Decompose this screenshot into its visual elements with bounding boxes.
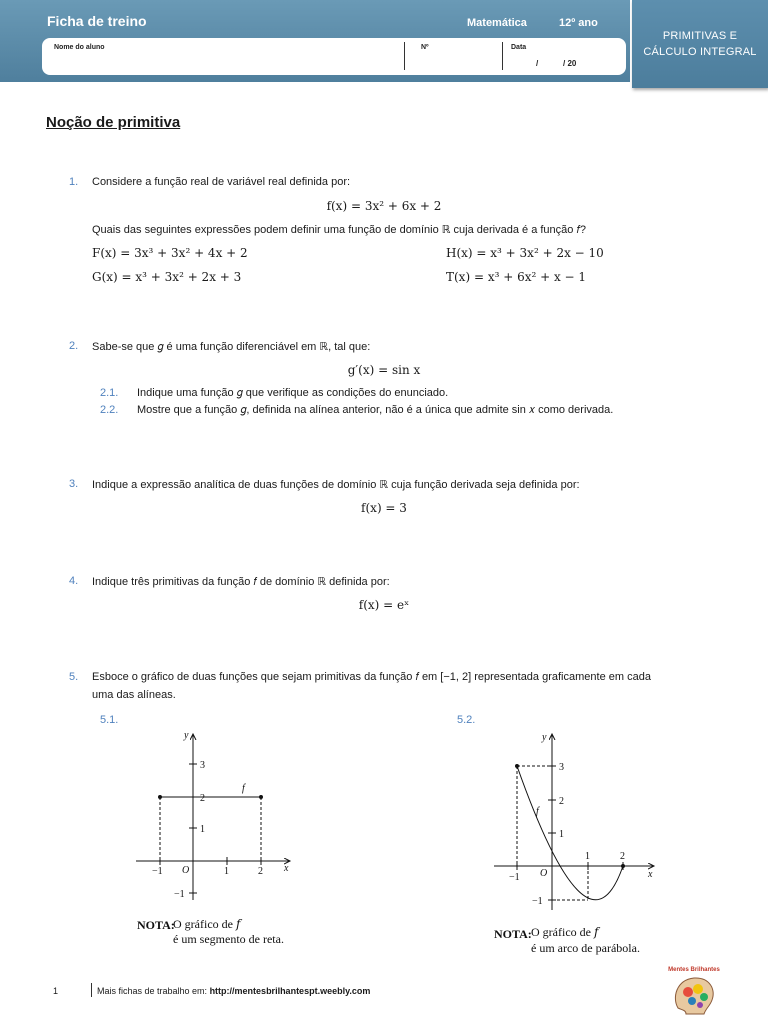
footer-label: Mais fichas de trabalho em: [97, 986, 210, 996]
origin-label: O [182, 865, 190, 876]
nota-text: O gráfico de 𝑓 [531, 925, 599, 939]
subquestion-text: Indique uma função 𝑔 que verifique as condições do enunciado. [137, 387, 449, 399]
student-name-label: Nome do aluno [54, 44, 105, 51]
tick-label: 2 [200, 793, 205, 804]
mentes-brilhantes-logo [664, 962, 724, 1018]
footer-text [97, 986, 370, 996]
option-T: T(x) = x³ + 6x² + x − 1 [446, 270, 587, 284]
function-arc [517, 766, 623, 900]
tick-label: 2 [559, 796, 564, 807]
nota-text: O gráfico de 𝑓 [173, 917, 241, 931]
section-title: Noção de primitiva [46, 114, 181, 131]
tick-label: 1 [224, 866, 229, 877]
endpoint [621, 864, 625, 868]
nota-text: é um segmento de reta. [173, 932, 284, 946]
subquestion-number: 5.2. [457, 714, 476, 726]
question-number: 1. [69, 176, 79, 188]
nota-label: NOTA: [494, 927, 532, 941]
header-bar [0, 0, 630, 82]
question-text: Esboce o gráfico de duas funções que sejam primitivas da função 𝑓 em [−1, 2] representada graficamente em cada [92, 671, 651, 683]
tick-label: −1 [174, 889, 185, 900]
tick-label: 2 [620, 851, 625, 862]
question-text: Indique três primitivas da função 𝑓 de domínio ℝ definida por: [92, 576, 390, 588]
subquestion-number: 2.1. [100, 387, 119, 399]
divider [502, 42, 503, 70]
formula: f(x) = 3x² + 6x + 2 [326, 199, 442, 213]
question-text: Quais das seguintes expressões podem definir uma função de domínio ℝ cuja derivada é a função 𝑓? [92, 224, 586, 236]
question-number: 3. [69, 478, 79, 490]
option-F: F(x) = 3x³ + 3x² + 4x + 2 [92, 246, 248, 260]
question-number: 4. [69, 575, 79, 587]
subquestion-number: 5.1. [100, 714, 119, 726]
axis-label-x: x [284, 863, 289, 874]
tick-label: −1 [509, 872, 520, 883]
formula: g′(x) = sin x [347, 363, 421, 377]
footer-link[interactable]: http://mentesbrilhantespt.weebly.com [209, 986, 371, 996]
option-G: G(x) = x³ + 3x² + 2x + 3 [92, 270, 242, 284]
tick-label: 3 [559, 762, 564, 773]
graph-5-2 [488, 728, 663, 960]
question-text: Indique a expressão analítica de duas funções de domínio ℝ cuja função derivada seja definida por: [92, 479, 580, 491]
tick-label: 1 [200, 824, 205, 835]
origin-label: O [540, 868, 548, 879]
topic-line-2: CÁLCULO INTEGRAL [643, 46, 757, 58]
tick-label: 1 [585, 851, 590, 862]
footer-divider [91, 983, 92, 997]
tick-label: 1 [559, 829, 564, 840]
student-info-box [42, 38, 626, 75]
date-separator: / [536, 59, 539, 68]
question-text: uma das alíneas. [92, 689, 176, 701]
axis-label-y: y [184, 730, 189, 741]
curve-label: f [536, 806, 539, 817]
date-label: Data [511, 44, 527, 51]
formula: f(x) = 3 [361, 501, 407, 515]
axis-label-y: y [542, 732, 547, 743]
student-number-label: Nº [421, 44, 429, 51]
question-text: Considere a função real de variável real definida por: [92, 176, 351, 188]
curve-label: f [242, 783, 245, 794]
score-total: / 20 [563, 59, 577, 68]
divider [404, 42, 405, 70]
logo-text: Mentes Brilhantes [668, 967, 720, 973]
tick-label: −1 [152, 866, 163, 877]
question-number: 5. [69, 671, 79, 683]
page-number: 1 [53, 986, 59, 996]
tick-label: 3 [200, 760, 205, 771]
subject-label: Matemática [467, 17, 527, 29]
topic-line-1: PRIMITIVAS E [662, 30, 738, 42]
question-number: 2. [69, 340, 79, 352]
option-H: H(x) = x³ + 3x² + 2x − 10 [446, 246, 604, 260]
question-text: Sabe-se que 𝑔 é uma função diferenciável em ℝ, tal que: [92, 341, 371, 353]
subquestion-text: Mostre que a função 𝑔, definida na alínea anterior, não é a única que admite sin 𝑥 como derivada. [137, 404, 614, 416]
year-label: 12º ano [559, 17, 598, 29]
tick-label: −1 [532, 896, 543, 907]
formula: f(x) = eˣ [358, 598, 410, 612]
axis-label-x: x [648, 869, 653, 880]
worksheet-title: Ficha de treino [47, 13, 147, 29]
nota-label: NOTA: [137, 918, 175, 932]
topic-box [632, 0, 768, 88]
subquestion-number: 2.2. [100, 404, 119, 416]
tick-label: 2 [258, 866, 263, 877]
graph-5-1 [130, 728, 300, 960]
nota-text: é um arco de parábola. [531, 941, 640, 955]
